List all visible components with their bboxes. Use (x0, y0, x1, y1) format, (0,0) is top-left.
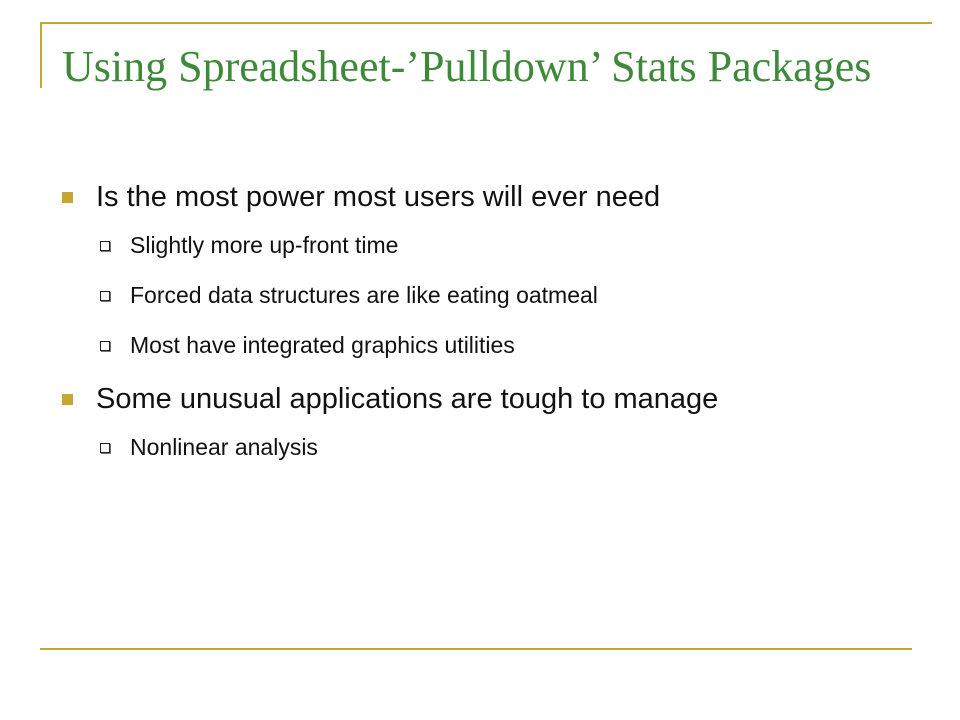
slide-title: Using Spreadsheet-’Pulldown’ Stats Packages (62, 42, 872, 91)
sub-bullet-text: Slightly more up-front time (130, 232, 399, 258)
bullet-point (60, 380, 920, 418)
sub-bullet-point (60, 230, 920, 260)
sub-bullet-text: Forced data structures are like eating oatmeal (130, 282, 598, 308)
hollow-square-bullet-icon (100, 241, 110, 251)
bullet-point (60, 178, 920, 216)
hollow-square-bullet-icon (100, 341, 110, 351)
sub-bullet-point (60, 432, 920, 462)
hollow-square-bullet-icon (100, 291, 110, 301)
sub-bullet-point (60, 330, 920, 360)
hollow-square-bullet-icon (100, 443, 110, 453)
bottom-rule (40, 648, 912, 650)
bullet-text: Is the most power most users will ever need (96, 181, 661, 213)
filled-square-bullet-icon (62, 394, 73, 405)
sub-bullet-point (60, 280, 920, 310)
left-rule (40, 22, 42, 88)
bullet-text: Some unusual applications are tough to manage (96, 383, 719, 415)
filled-square-bullet-icon (62, 192, 73, 203)
top-rule (40, 22, 932, 24)
sub-bullet-text: Nonlinear analysis (130, 434, 318, 460)
sub-bullet-text: Most have integrated graphics utilities (130, 332, 515, 358)
slide-body (60, 178, 920, 482)
